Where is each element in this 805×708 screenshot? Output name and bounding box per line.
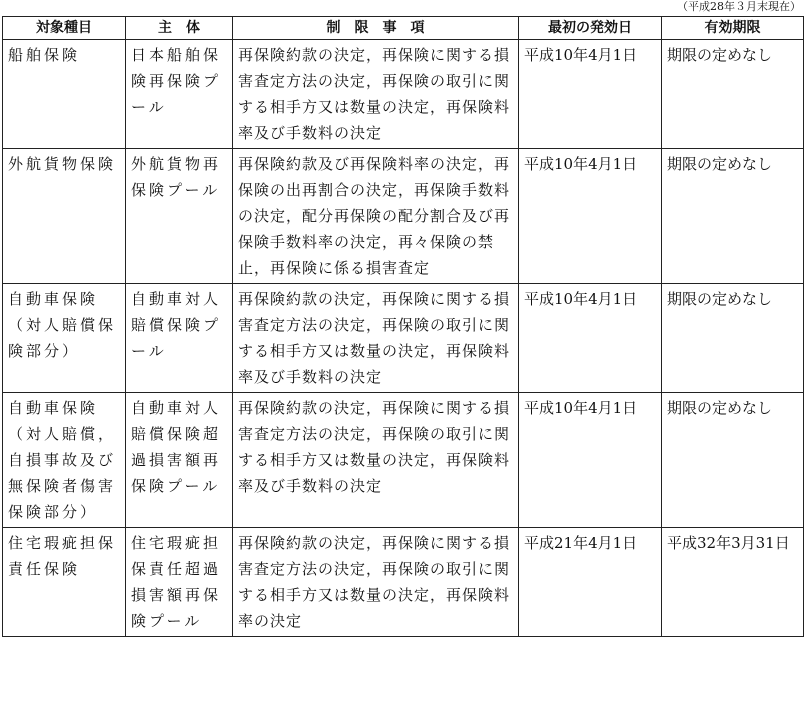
entity-cell: 外航貨物再保険プール [126, 149, 233, 284]
entity-cell: 自動車対人賠償保険プール [126, 284, 233, 393]
expiry-cell: 平成32年3月31日 [662, 528, 804, 637]
header-entity: 主 体 [126, 17, 233, 40]
restriction-cell: 再保険約款及び再保険料率の決定，再保険の出再割合の決定，再保険手数料の決定，配分再保険の配分割合及び再保険手数料率の決定，再々保険の禁止，再保険に係る損害査定 [233, 149, 519, 284]
restriction-cell: 再保険約款の決定，再保険に関する損害査定方法の決定，再保険の取引に関する相手方又は数量の決定，再保険料率及び手数料の決定 [233, 40, 519, 149]
target-cell: 自動車保険（対人賠償，自損事故及び無保険者傷害保険部分） [3, 393, 126, 528]
as-of-note: （平成28年３月末現在） [677, 0, 801, 13]
expiry-cell: 期限の定めなし [662, 149, 804, 284]
entity-cell: 自動車対人賠償保険超過損害額再保険プール [126, 393, 233, 528]
expiry-cell: 期限の定めなし [662, 284, 804, 393]
target-cell: 外航貨物保険 [3, 149, 126, 284]
expiry-cell: 期限の定めなし [662, 40, 804, 149]
header-effective-date: 最初の発効日 [519, 17, 662, 40]
table-row [3, 284, 804, 393]
target-cell: 住宅瑕疵担保責任保険 [3, 528, 126, 637]
table-row [3, 40, 804, 149]
restriction-table [2, 16, 804, 637]
effective-date-cell: 平成10年4月1日 [519, 149, 662, 284]
header-restriction: 制 限 事 項 [233, 17, 519, 40]
restriction-cell: 再保険約款の決定，再保険に関する損害査定方法の決定，再保険の取引に関する相手方又は数量の決定，再保険料率及び手数料の決定 [233, 393, 519, 528]
effective-date-cell: 平成10年4月1日 [519, 284, 662, 393]
entity-cell: 住宅瑕疵担保責任超過損害額再保険プール [126, 528, 233, 637]
table-row [3, 528, 804, 637]
header-expiry: 有効期限 [662, 17, 804, 40]
effective-date-cell: 平成10年4月1日 [519, 40, 662, 149]
header-target: 対象種目 [3, 17, 126, 40]
header-row [3, 17, 804, 40]
effective-date-cell: 平成10年4月1日 [519, 393, 662, 528]
target-cell: 船舶保険 [3, 40, 126, 149]
target-cell: 自動車保険（対人賠償保険部分） [3, 284, 126, 393]
restriction-cell: 再保険約款の決定，再保険に関する損害査定方法の決定，再保険の取引に関する相手方又は数量の決定，再保険料率及び手数料の決定 [233, 284, 519, 393]
effective-date-cell: 平成21年4月1日 [519, 528, 662, 637]
entity-cell: 日本船舶保険再保険プール [126, 40, 233, 149]
table-row [3, 393, 804, 528]
table-row [3, 149, 804, 284]
restriction-cell: 再保険約款の決定，再保険に関する損害査定方法の決定，再保険の取引に関する相手方又は数量の決定，再保険料率の決定 [233, 528, 519, 637]
expiry-cell: 期限の定めなし [662, 393, 804, 528]
